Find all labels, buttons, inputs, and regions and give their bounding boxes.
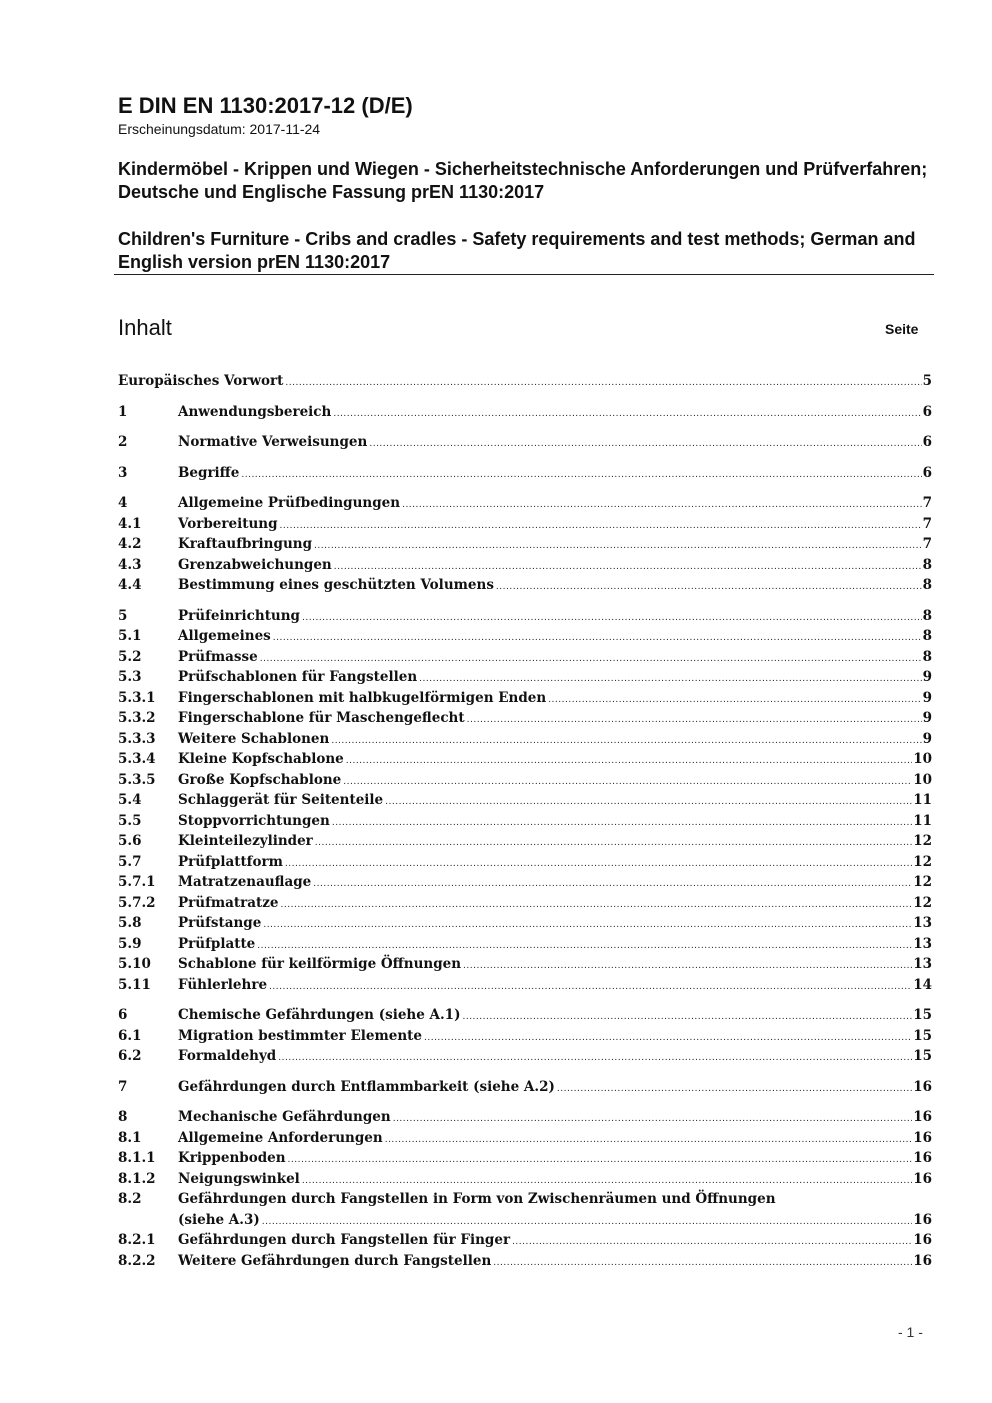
- toc-entry-number: 5.3.2: [118, 710, 156, 726]
- toc-dot-leader: [385, 1130, 913, 1150]
- toc-entry-page: 6: [922, 434, 932, 450]
- toc-dot-leader: [334, 557, 922, 577]
- toc-entry-page: 16: [913, 1170, 932, 1187]
- toc-entry-page: 9: [922, 730, 932, 747]
- toc-entry-title: Gefährdungen durch Entflammbarkeit (siehe A.2): [178, 1078, 555, 1095]
- toc-entry-number: 1: [118, 403, 128, 420]
- toc-entry-title: Allgemeines: [178, 628, 271, 644]
- toc-entry-page: 15: [913, 1027, 932, 1044]
- toc-dot-leader: [493, 1253, 912, 1273]
- toc-entry[interactable]: [118, 1189, 932, 1209]
- toc-entry[interactable]: [118, 1230, 932, 1250]
- toc-entry-line: [178, 852, 932, 874]
- toc-entry-page: 9: [922, 710, 932, 726]
- toc-dot-leader: [393, 1109, 913, 1129]
- toc-entry-page: 5: [922, 373, 932, 389]
- toc-entry-page: 11: [913, 812, 932, 829]
- toc-entry[interactable]: [118, 831, 932, 851]
- toc-entry-title: Kleine Kopfschablone: [178, 751, 344, 767]
- toc-entry-line: [178, 493, 932, 515]
- toc-entry-number: 6.1: [118, 1027, 142, 1044]
- toc-entry-line: [178, 534, 932, 556]
- toc-dot-leader: [315, 833, 912, 853]
- toc-entry-title: Weitere Schablonen: [178, 730, 330, 747]
- toc-entry[interactable]: [118, 1128, 932, 1148]
- toc-entry-number: 5.10: [118, 956, 151, 972]
- toc-entry-page: 13: [913, 915, 932, 931]
- toc-entry[interactable]: [118, 729, 932, 749]
- toc-entry[interactable]: [118, 1107, 932, 1127]
- toc-dot-leader: [343, 772, 912, 792]
- toc-entry-line: [178, 1189, 932, 1209]
- toc-entry-line: [178, 831, 932, 853]
- toc-dot-leader: [313, 874, 912, 894]
- toc-entry-number: 5.9: [118, 935, 142, 952]
- toc-entry-number: 2: [118, 434, 128, 450]
- toc-entry[interactable]: [118, 1251, 932, 1271]
- toc-dot-leader: [241, 465, 921, 485]
- toc-entry-page: 16: [913, 1078, 932, 1095]
- toc-page-column-label: Seite: [885, 321, 919, 337]
- subtitle-german: Kindermöbel - Krippen und Wiegen - Sicherheitstechnische Anforderungen und Prüfverfahren; Deutsche und Englische Fassung prEN 1130:2017: [118, 159, 928, 202]
- toc-entry-continued[interactable]: [118, 1210, 932, 1230]
- toc-dot-leader: [302, 1171, 912, 1191]
- toc-dot-leader: [496, 577, 922, 597]
- toc-entry-number: 4.1: [118, 515, 142, 532]
- toc-entry-number: 6.2: [118, 1048, 142, 1064]
- toc-entry-number: 5.7: [118, 853, 142, 870]
- toc-entry[interactable]: [118, 667, 932, 687]
- toc-entry[interactable]: [118, 402, 932, 422]
- toc-entry-number: 5.4: [118, 792, 142, 808]
- toc-entry-number: 6: [118, 1007, 128, 1023]
- toc-entry-number: 5.5: [118, 812, 142, 829]
- toc-entry-title: Schlaggerät für Seitenteile: [178, 792, 384, 808]
- toc-entry-line: [178, 954, 932, 976]
- toc-entry-title: Europäisches Vorwort: [118, 373, 284, 389]
- toc-entry-page: 12: [913, 833, 932, 849]
- toc-entry[interactable]: [118, 708, 932, 728]
- toc-dot-leader: [257, 936, 912, 956]
- toc-entry-title: Anwendungsbereich: [178, 403, 332, 420]
- toc-entry-page: 6: [922, 464, 932, 481]
- toc-entry-number: 5: [118, 607, 128, 624]
- toc-entry-title: (siehe A.3): [178, 1211, 260, 1228]
- toc-entry[interactable]: [118, 688, 932, 708]
- page-number: - 1 -: [898, 1324, 923, 1340]
- toc-dot-leader: [288, 1150, 913, 1170]
- toc-entry-page: 12: [913, 874, 932, 890]
- toc-entry[interactable]: [118, 1077, 932, 1097]
- toc-entry[interactable]: [118, 1046, 932, 1066]
- toc-entry-number: 5.11: [118, 976, 151, 993]
- toc-entry-line: [178, 1169, 932, 1191]
- toc-entry-title: Prüfplattform: [178, 853, 283, 870]
- toc-entry-title: Prüfmatratze: [178, 894, 279, 911]
- toc-entry-line: [178, 975, 932, 997]
- toc-entry-page: 13: [913, 935, 932, 952]
- toc-entry-line: [178, 688, 932, 710]
- toc-entry-line: [178, 811, 932, 833]
- toc-entry-line: [178, 749, 932, 771]
- toc-dot-leader: [263, 915, 912, 935]
- toc-entry-line: [178, 463, 932, 485]
- toc-entry[interactable]: [118, 811, 932, 831]
- toc-entry-line: [178, 934, 932, 956]
- toc-entry[interactable]: [118, 555, 932, 575]
- toc-entry-number: 8.2.2: [118, 1252, 156, 1269]
- toc-entry-line: [178, 1107, 932, 1129]
- toc-entry-page: 7: [922, 495, 932, 511]
- toc-entry-title: Prüfeinrichtung: [178, 607, 301, 624]
- toc-dot-leader: [463, 956, 912, 976]
- toc-dot-leader: [385, 792, 912, 812]
- subtitle-english: Children's Furniture - Cribs and cradles - Safety requirements and test methods; German and English version prEN 1130:2017: [118, 229, 916, 272]
- toc-entry-number: 3: [118, 464, 128, 481]
- toc-dot-leader: [369, 434, 921, 454]
- toc-entry[interactable]: [118, 493, 932, 513]
- toc-entry[interactable]: [118, 463, 932, 483]
- toc-entry-page: 12: [913, 853, 932, 870]
- toc-entry-line: [178, 1128, 932, 1150]
- document-header: [118, 92, 934, 272]
- toc-dot-leader: [467, 710, 922, 730]
- toc-entry[interactable]: [118, 893, 932, 913]
- toc-entry-line: [178, 913, 932, 935]
- toc-entry-title: Fühlerlehre: [178, 976, 268, 993]
- toc-entry-title: Formaldehyd: [178, 1048, 277, 1064]
- toc-entry-line: [178, 626, 932, 648]
- toc-dot-leader: [285, 373, 921, 393]
- toc-entry[interactable]: [118, 872, 932, 892]
- toc-entry-page: 8: [922, 577, 932, 593]
- toc-entry-number: 5.8: [118, 915, 142, 931]
- toc-entry-number: 5.3.4: [118, 751, 156, 767]
- toc-entry-title: Begriffe: [178, 464, 240, 481]
- toc-entry-page: 8: [922, 607, 932, 624]
- toc-entry-title: Grenzabweichungen: [178, 556, 332, 573]
- toc-entry-title: Gefährdungen durch Fangstellen für Finger: [178, 1232, 511, 1248]
- toc-entry-line: [178, 514, 932, 536]
- toc-entry-title: Prüfmasse: [178, 648, 258, 665]
- toc-entry-page: 9: [922, 669, 932, 685]
- toc-dot-leader: [302, 608, 922, 628]
- toc-entry-page: 16: [913, 1211, 932, 1228]
- toc-dot-leader: [557, 1079, 912, 1099]
- toc-entry-title: Kleinteilezylinder: [178, 833, 313, 849]
- toc-entry-page: 7: [922, 536, 932, 552]
- toc-entry-title: Bestimmung eines geschützten Volumens: [178, 577, 494, 593]
- toc-entry-number: 4.4: [118, 577, 142, 593]
- toc-entry[interactable]: [118, 1169, 932, 1189]
- toc-entry-title: Allgemeine Prüfbedingungen: [178, 495, 401, 511]
- toc-entry-line: [178, 606, 932, 628]
- toc-entry-number: 4.2: [118, 536, 142, 552]
- toc-entry-line: [178, 1077, 932, 1099]
- toc-entry-page: 16: [913, 1252, 932, 1269]
- toc-entry-number: 8.1.1: [118, 1150, 156, 1166]
- toc-entry-line: [178, 432, 932, 454]
- toc-entry-number: 5.1: [118, 628, 142, 644]
- toc-entry[interactable]: [118, 514, 932, 534]
- toc-entry-page: 15: [913, 1007, 932, 1023]
- toc-entry-page: 6: [922, 403, 932, 420]
- toc-entry-line: [178, 402, 932, 424]
- toc-entry-number: 5.3.1: [118, 689, 156, 706]
- toc-entry-title: Fingerschablonen mit halbkugelförmigen Enden: [178, 689, 547, 706]
- toc-entry[interactable]: [118, 749, 932, 769]
- header-divider: [114, 274, 934, 275]
- toc-entry-number: 8.2: [118, 1191, 142, 1207]
- toc-entry[interactable]: [118, 1148, 932, 1168]
- toc-entry-title: Chemische Gefährdungen (siehe A.1): [178, 1007, 461, 1023]
- toc-dot-leader: [260, 649, 922, 669]
- toc-entry-line: [178, 1005, 932, 1027]
- toc-entry-number: 8.2.1: [118, 1232, 156, 1248]
- toc-entry-line: [178, 1148, 932, 1170]
- toc-entry-title: Normative Verweisungen: [178, 434, 368, 450]
- toc-entry-number: 5.3: [118, 669, 142, 685]
- toc-entry-number: 5.2: [118, 648, 142, 665]
- toc-entry-title: Prüfstange: [178, 915, 262, 931]
- toc-entry[interactable]: [118, 647, 932, 667]
- toc-entry-page: 16: [913, 1232, 932, 1248]
- toc-dot-leader: [424, 1028, 912, 1048]
- toc-dot-leader: [285, 854, 912, 874]
- toc-entry-page: 8: [922, 628, 932, 644]
- toc-dot-leader: [402, 495, 922, 515]
- toc-entry-line: [178, 770, 932, 792]
- toc-entry[interactable]: [118, 432, 932, 452]
- toc-entry-title: Gefährdungen durch Fangstellen in Form von Zwischenräumen und Öffnungen: [178, 1191, 776, 1207]
- toc-entry-line: [178, 555, 932, 577]
- toc-dot-leader: [331, 731, 921, 751]
- toc-dot-leader: [512, 1232, 912, 1252]
- toc-entry-number: 5.3.3: [118, 730, 156, 747]
- toc-entry-number: 4.3: [118, 556, 142, 573]
- toc-dot-leader: [419, 669, 921, 689]
- toc-entry[interactable]: [118, 975, 932, 995]
- toc-entry-title: Prüfschablonen für Fangstellen: [178, 669, 418, 685]
- toc-entry-page: 16: [913, 1109, 932, 1125]
- toc-entry-number: 8.1.2: [118, 1170, 156, 1187]
- toc-entry-line: [178, 667, 932, 689]
- toc-heading: Inhalt: [118, 315, 172, 340]
- toc-entry-page: 15: [913, 1048, 932, 1064]
- toc-entry-line: [178, 1251, 932, 1273]
- toc-entry-title: Allgemeine Anforderungen: [178, 1129, 383, 1146]
- toc-entry-number: 8.1: [118, 1129, 142, 1146]
- toc-entry-title: Schablone für keilförmige Öffnungen: [178, 956, 462, 972]
- toc-entry[interactable]: [118, 534, 932, 554]
- toc-entry-title: Kraftaufbringung: [178, 536, 313, 552]
- toc-entry-number: 5.7.1: [118, 874, 156, 890]
- toc-entry-page: 7: [922, 515, 932, 532]
- toc-entry-title: Mechanische Gefährdungen: [178, 1109, 391, 1125]
- toc-entry-title: Fingerschablone für Maschengeflecht: [178, 710, 465, 726]
- toc-entry-title: Weitere Gefährdungen durch Fangstellen: [178, 1252, 492, 1269]
- toc-entry[interactable]: [118, 770, 932, 790]
- toc-entry-line: [178, 1026, 932, 1048]
- toc-entry-title: Matratzenauflage: [178, 874, 312, 890]
- toc-entry-line: [178, 872, 932, 894]
- toc-entry-number: 4: [118, 495, 128, 511]
- toc-entry-page: 11: [913, 792, 932, 808]
- toc-entry-line: [178, 1210, 932, 1232]
- toc-entry-title: Migration bestimmter Elemente: [178, 1027, 422, 1044]
- toc-entry[interactable]: [118, 913, 932, 933]
- toc-entry-number: 5.7.2: [118, 894, 156, 911]
- toc-entry-line: [178, 1230, 932, 1252]
- toc-dot-leader: [346, 751, 912, 771]
- toc-entry-title: Stoppvorrichtungen: [178, 812, 330, 829]
- toc-entry-line: [178, 893, 932, 915]
- toc-entry-page: 12: [913, 894, 932, 911]
- toc-entry-page: 13: [913, 956, 932, 972]
- toc-entry-title: Neigungswinkel: [178, 1170, 300, 1187]
- toc-entry[interactable]: [118, 371, 932, 391]
- toc-entry[interactable]: [118, 626, 932, 646]
- toc-entry-title: Prüfplatte: [178, 935, 256, 952]
- toc-entry-line: [178, 708, 932, 730]
- toc-entry-page: 16: [913, 1150, 932, 1166]
- toc-dot-leader: [262, 1212, 912, 1232]
- toc-dot-leader: [314, 536, 922, 556]
- toc-entry-line: [178, 1046, 932, 1068]
- toc-entry[interactable]: [118, 1005, 932, 1025]
- toc-entry-line: [178, 729, 932, 751]
- toc-entry-line: [178, 575, 932, 597]
- toc-entry[interactable]: [118, 790, 932, 810]
- toc-dot-leader: [278, 1048, 912, 1068]
- toc-entry-number: 5.6: [118, 833, 142, 849]
- toc-entry-page: 10: [913, 771, 932, 788]
- toc-entry-title: Vorbereitung: [178, 515, 278, 532]
- toc-entry-number: 7: [118, 1078, 128, 1095]
- toc-dot-leader: [332, 813, 912, 833]
- toc-entry-page: 16: [913, 1129, 932, 1146]
- toc-entry-title: Krippenboden: [178, 1150, 286, 1166]
- toc-entry-number: 5.3.5: [118, 771, 156, 788]
- toc-dot-leader: [333, 404, 921, 424]
- toc-entry[interactable]: [118, 1026, 932, 1046]
- toc-entry[interactable]: [118, 954, 932, 974]
- toc-entry-line: [118, 371, 932, 393]
- toc-entry[interactable]: [118, 852, 932, 872]
- toc-entry-title: Große Kopfschablone: [178, 771, 342, 788]
- toc-dot-leader: [462, 1007, 912, 1027]
- document-title: E DIN EN 1130:2017-12 (D/E): [118, 93, 413, 118]
- toc-dot-leader: [273, 628, 922, 648]
- toc-entry[interactable]: [118, 575, 932, 595]
- toc-entry[interactable]: [118, 606, 932, 626]
- toc-entry-line: [178, 647, 932, 669]
- toc-entry-line: [178, 790, 932, 812]
- toc-entry-page: 8: [922, 556, 932, 573]
- toc-dot-leader: [269, 977, 912, 997]
- toc-entry-page: 14: [913, 976, 932, 993]
- toc-entry[interactable]: [118, 934, 932, 954]
- toc-dot-leader: [281, 895, 913, 915]
- toc-entry-number: 8: [118, 1109, 128, 1125]
- toc-dot-leader: [548, 690, 921, 710]
- publication-date: Erscheinungsdatum: 2017-11-24: [118, 121, 321, 137]
- toc-dot-leader: [280, 516, 922, 536]
- toc-entry-page: 8: [922, 648, 932, 665]
- toc-entry-page: 10: [913, 751, 932, 767]
- toc-entry-page: 9: [922, 689, 932, 706]
